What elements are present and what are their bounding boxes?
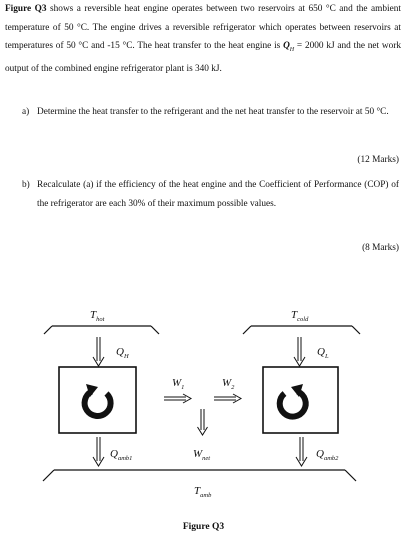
qh-arrow — [93, 337, 104, 366]
part-b-marks: (8 Marks) — [362, 243, 399, 253]
qh-label: $Q_H$ — [116, 346, 129, 360]
part-a-marks: (12 Marks) — [357, 155, 399, 165]
part-a-text: Determine the heat transfer to the refrigerant and the net heat transfer to the reservoir at 50 °C. — [37, 107, 389, 117]
figure-ref: Figure Q3 — [5, 4, 47, 14]
ql-arrow — [294, 337, 305, 366]
cold-reservoir-line — [243, 326, 360, 334]
part-b-text: Recalculate (a) if the efficiency of the heat engine and the Coefficient of Performance (COP) of the refrigerator are each 30% of their maximum possible values. — [37, 180, 399, 209]
w2-arrow — [214, 394, 241, 403]
wnet-arrow — [198, 409, 208, 435]
qamb1-arrow — [93, 437, 104, 466]
ambient-reservoir-line — [43, 470, 356, 481]
w2-label: $W_2$ — [222, 377, 235, 391]
ql-label: $Q_L$ — [317, 346, 329, 360]
qamb1-label: $Q_{amb1}$ — [110, 448, 133, 462]
figure-caption: Figure Q3 — [182, 522, 225, 532]
qh-subscript: H — [289, 47, 295, 54]
hot-reservoir-line — [44, 326, 159, 334]
t-hot-label: $T_{hot}$ — [90, 309, 105, 323]
part-b-label: b) — [22, 180, 30, 190]
w1-label: $W_1$ — [172, 377, 185, 391]
qamb2-arrow — [296, 437, 307, 466]
t-cold-label: $T_{cold}$ — [291, 309, 309, 323]
intro-text-2: = 2000 kJ and the net work output of the combined engine refrigerator plant is 340 kJ. — [5, 41, 402, 74]
heat-engine-box — [59, 367, 136, 433]
qh-symbol: Q — [283, 41, 290, 52]
part-a-label: a) — [22, 107, 30, 117]
wnet-label: $W_{net}$ — [193, 448, 211, 462]
qamb2-label: $Q_{amb2}$ — [316, 448, 339, 462]
intro-text-1: shows a reversible heat engine operates between two reservoirs at 650 °C and the ambient temperature of 50 °C. The engine drives a reversible refrigerator which operates between reservoirs at temperatures of 50 °C and -15 °C. The heat transfer to the heat engine is — [5, 4, 401, 52]
refrigerator-box — [263, 367, 338, 433]
t-amb-label: $T_{amb}$ — [194, 485, 212, 499]
w1-arrow — [164, 394, 191, 403]
